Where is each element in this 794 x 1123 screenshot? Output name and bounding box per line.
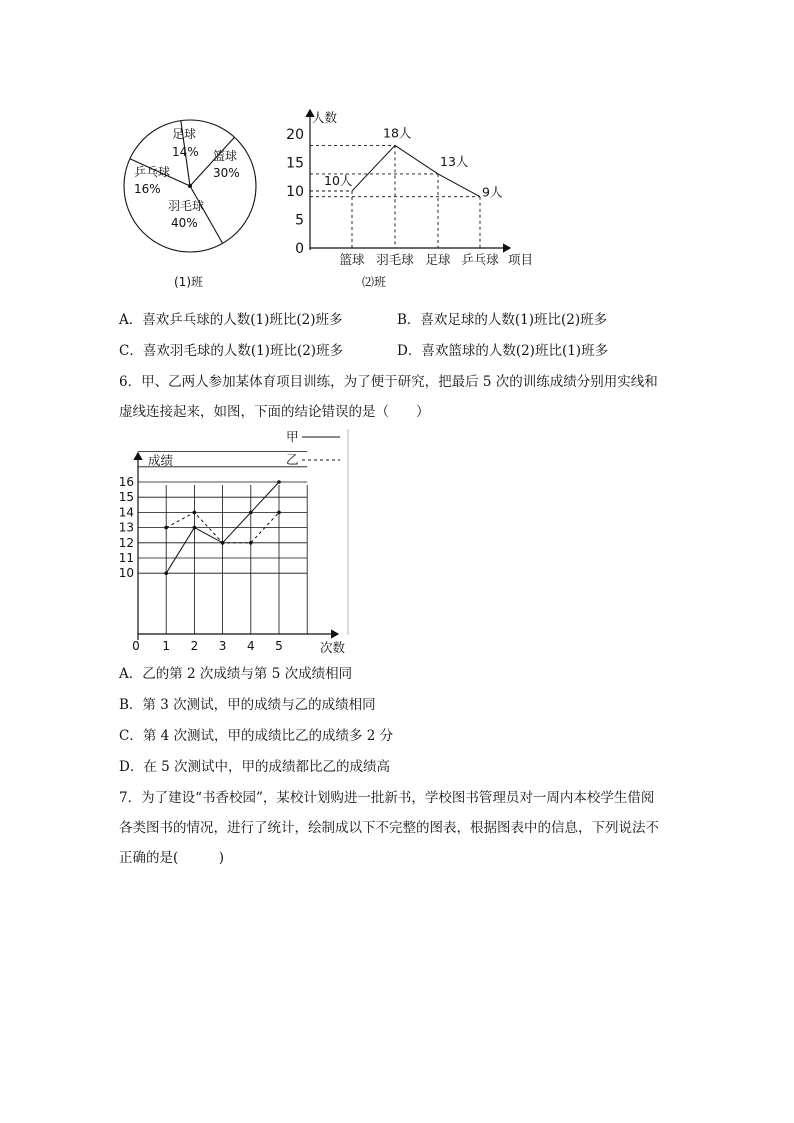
- x-tick-label: 4: [246, 639, 255, 653]
- point-jia-4: [249, 511, 253, 515]
- q7-stem: [119, 783, 689, 873]
- pie-pct-pingpong: 16%: [134, 182, 161, 196]
- legend-dashed-label: 乙: [286, 452, 299, 467]
- point-yi-2: [193, 511, 197, 515]
- q6-option-a: A．乙的第 2 次成绩与第 5 次成绩相同: [119, 666, 353, 682]
- q5-option-d: D．喜欢篮球的人数(2)班比(1)班多: [397, 343, 609, 359]
- y-tick-label: 16: [118, 475, 134, 489]
- category-label-1: 篮球: [339, 252, 365, 267]
- x-axis-label: 项目: [508, 252, 534, 267]
- point-jia-1: [164, 571, 168, 575]
- category-label-2: 羽毛球: [376, 252, 414, 267]
- point-jia-2: [193, 526, 197, 530]
- y-tick-label: 13: [118, 520, 134, 535]
- x-tick-label: 3: [218, 639, 227, 653]
- q7-line1: 7．为了建设“书香校园”，某校计划购进一批新书，学校图书管理员对一周内本校学生借阅: [119, 790, 655, 806]
- q6-stem: [119, 367, 689, 427]
- point-yi-4: [249, 541, 253, 545]
- y-tick-label: 14: [118, 505, 134, 520]
- category-label-4: 乒乓球: [461, 252, 499, 267]
- point-yi-1: [164, 526, 168, 530]
- pie-pct-football: 14%: [172, 145, 199, 159]
- data-label-4: 9人: [482, 184, 503, 200]
- y-tick-label: 15: [118, 490, 134, 505]
- x-tick-label: 0: [132, 639, 140, 653]
- y-tick-label: 10: [118, 566, 134, 581]
- pie-label-badminton: 羽毛球: [168, 199, 205, 213]
- pie-pct-badminton: 40%: [171, 216, 198, 230]
- y-tick-label: 15: [286, 155, 304, 172]
- x-tick-label: 5: [275, 639, 283, 653]
- pie-caption: (1)班: [174, 275, 203, 289]
- point-yi-5: [277, 511, 281, 515]
- data-label-3: 13人: [440, 153, 469, 169]
- q7-line3: 正确的是( ): [119, 850, 225, 866]
- q6-option-d: D．在 5 次测试中，甲的成绩都比乙的成绩高: [119, 759, 390, 775]
- score-chart: [110, 425, 360, 660]
- legend-solid-label: 甲: [286, 429, 299, 444]
- y-axis-label: 人数: [312, 110, 338, 125]
- pie-center-dot: [188, 184, 192, 188]
- y-tick-label: 20: [286, 127, 304, 143]
- pie-label-football: 足球: [172, 127, 197, 141]
- q6-option-c: C．第 4 次测试，甲的成绩比乙的成绩多 2 分: [119, 728, 394, 744]
- x-tick-label: 1: [162, 639, 171, 653]
- category-label-3: 足球: [425, 252, 451, 267]
- y-tick-label: 5: [295, 212, 304, 229]
- q5-option-a: A．喜欢乒乓球的人数(1)班比(2)班多: [119, 312, 343, 328]
- q6-option-b: B．第 3 次测试，甲的成绩与乙的成绩相同: [119, 697, 376, 713]
- q7-line2: 各类图书的情况，进行了统计，绘制成以下不完整的图表，根据图表中的信息，下列说法不: [119, 820, 659, 836]
- point-jia-5: [277, 480, 281, 484]
- y-tick-label: 11: [118, 551, 134, 565]
- y-tick-label: 12: [118, 535, 134, 550]
- y-tick-label: 0: [295, 241, 304, 257]
- line-chart-class2: [280, 100, 550, 300]
- pie-label-basketball: 篮球: [213, 149, 238, 163]
- pie-pct-basketball: 30%: [213, 166, 240, 180]
- point-yi-3: [221, 541, 225, 545]
- data-label-2: 18人: [383, 125, 412, 141]
- pie-slice-boundary-3: [190, 186, 223, 243]
- pie-chart-class1: [110, 100, 280, 300]
- y-tick-label: 10: [286, 184, 304, 200]
- x-tick-label: 2: [190, 639, 199, 653]
- q5-option-b: B．喜欢足球的人数(1)班比(2)班多: [397, 312, 608, 328]
- data-label-1: 10人: [324, 173, 353, 188]
- line-caption: ⑵班: [362, 275, 387, 289]
- y-axis-label: 成绩: [148, 453, 174, 468]
- q5-option-c: C．喜欢羽毛球的人数(1)班比(2)班多: [119, 343, 344, 359]
- q6-stem-line2: 虚线连接起来，如图，下面的结论错误的是（ ）: [119, 404, 430, 420]
- q6-stem-line1: 6．甲、乙两人参加某体育项目训练，为了便于研究，把最后 5 次的训练成绩分别用实线和: [119, 374, 658, 390]
- x-axis-label: 次数: [320, 640, 346, 655]
- pie-label-pingpong: 乒乓球: [134, 165, 171, 179]
